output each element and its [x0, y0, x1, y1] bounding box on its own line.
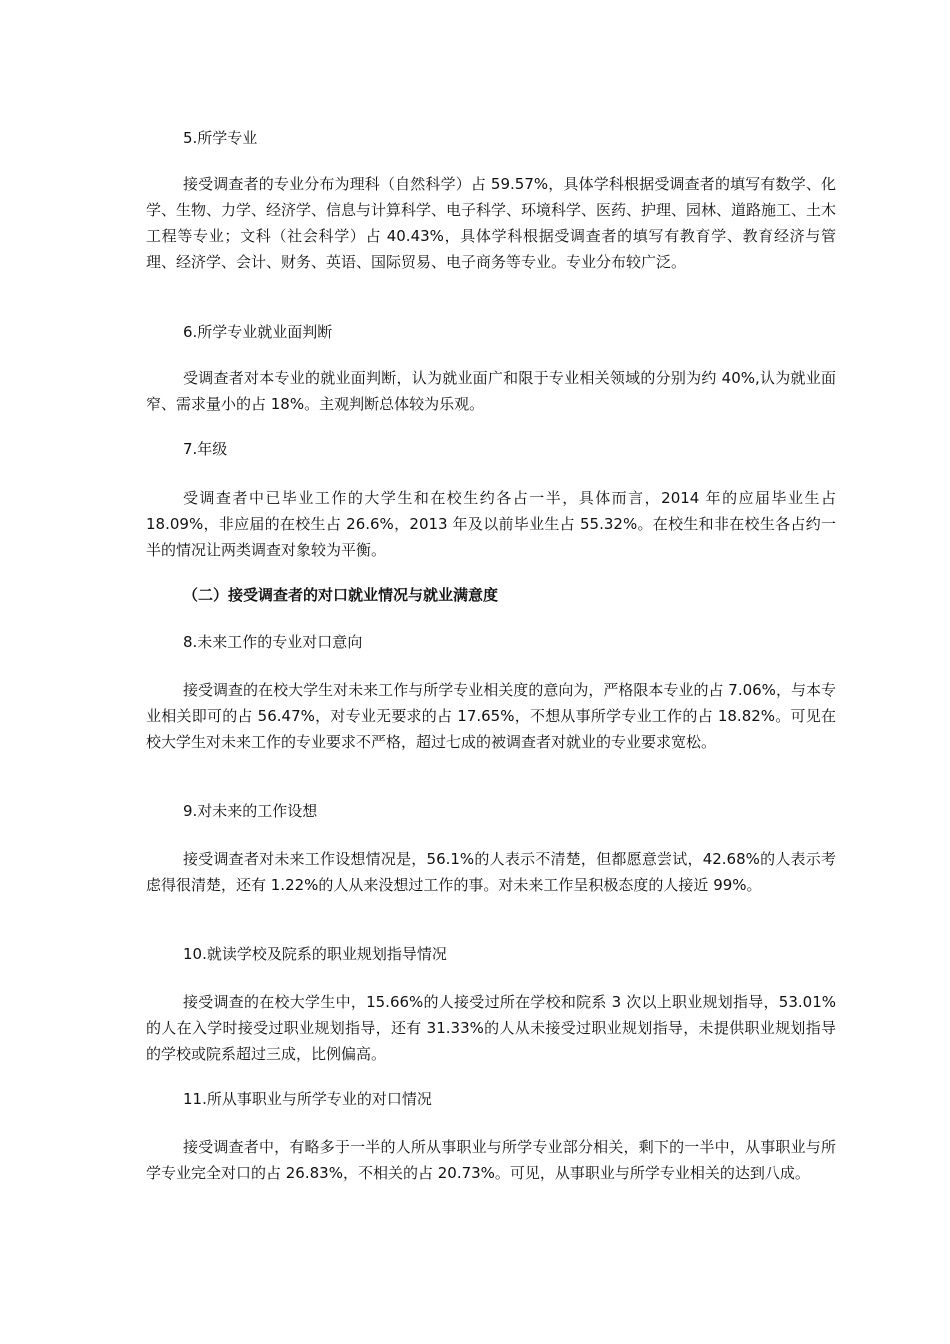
section-11-paragraph: 接受调查者中，有略多于一半的人所从事职业与所学专业部分相关，剩下的一半中，从事职业与所学专业完全对口的占 26.83%，不相关的占 20.73%。可见，从事职业与所学专业相关的达到八成。: [146, 1138, 836, 1182]
section-5-heading: 5.所学专业: [183, 129, 258, 147]
section-10-heading: 10.就读学校及院系的职业规划指导情况: [183, 945, 447, 963]
section-7-heading: 7.年级: [183, 440, 228, 458]
section-9-paragraph: 接受调查者对未来工作设想情况是，56.1%的人表示不清楚，但都愿意尝试，42.68%的人表示考虑得很清楚，还有 1.22%的人从来没想过工作的事。对未来工作呈积极态度的人接近 99%。: [146, 850, 836, 894]
section-9-heading: 9.对未来的工作设想: [183, 802, 318, 820]
section-8-heading: 8.未来工作的专业对口意向: [183, 633, 363, 651]
section-8-paragraph: 接受调查的在校大学生对未来工作与所学专业相关度的意向为，严格限本专业的占 7.06%，与本专业相关即可的占 56.47%，对专业无要求的占 17.65%，不想从事所学专业工作的占 18.82%。可见在校大学生对未来工作的专业要求不严格，超过七成的被调查者对就业的专业要求宽松。: [146, 681, 836, 751]
section-6-paragraph: 受调查者对本专业的就业面判断，认为就业面广和限于专业相关领域的分别为约 40%,认为就业面窄、需求量小的占 18%。主观判断总体较为乐观。: [146, 369, 836, 413]
section-11-heading: 11.所从事职业与所学专业的对口情况: [183, 1090, 432, 1108]
section-10-paragraph: 接受调查的在校大学生中，15.66%的人接受过所在学校和院系 3 次以上职业规划指导，53.01%的人在入学时接受过职业规划指导，还有 31.33%的人从未接受过职业规划指导，未提供职业规划指导的学校或院系超过三成，比例偏高。: [146, 993, 836, 1063]
section-7-paragraph: 受调查者中已毕业工作的大学生和在校生约各占一半，具体而言，2014 年的应届毕业生占 18.09%，非应届的在校生占 26.6%，2013 年及以前毕业生占 55.32%。在校生和非在校生各占约一半的情况让两类调查对象较为平衡。: [146, 489, 836, 559]
section-6-heading: 6.所学专业就业面判断: [183, 323, 333, 341]
part-2-heading: （二）接受调查者的对口就业情况与就业满意度: [183, 586, 499, 604]
section-5-paragraph: 接受调查者的专业分布为理科（自然科学）占 59.57%，具体学科根据受调查者的填写有数学、化学、生物、力学、经济学、信息与计算科学、电子科学、环境科学、医药、护理、园林、道路施工、土木工程等专业；文科（社会科学）占 40.43%，具体学科根据受调查者的填写有教育学、教育经济与管理、经济学、会计、财务、英语、国际贸易、电子商务等专业。专业分布较广泛。: [146, 175, 837, 271]
